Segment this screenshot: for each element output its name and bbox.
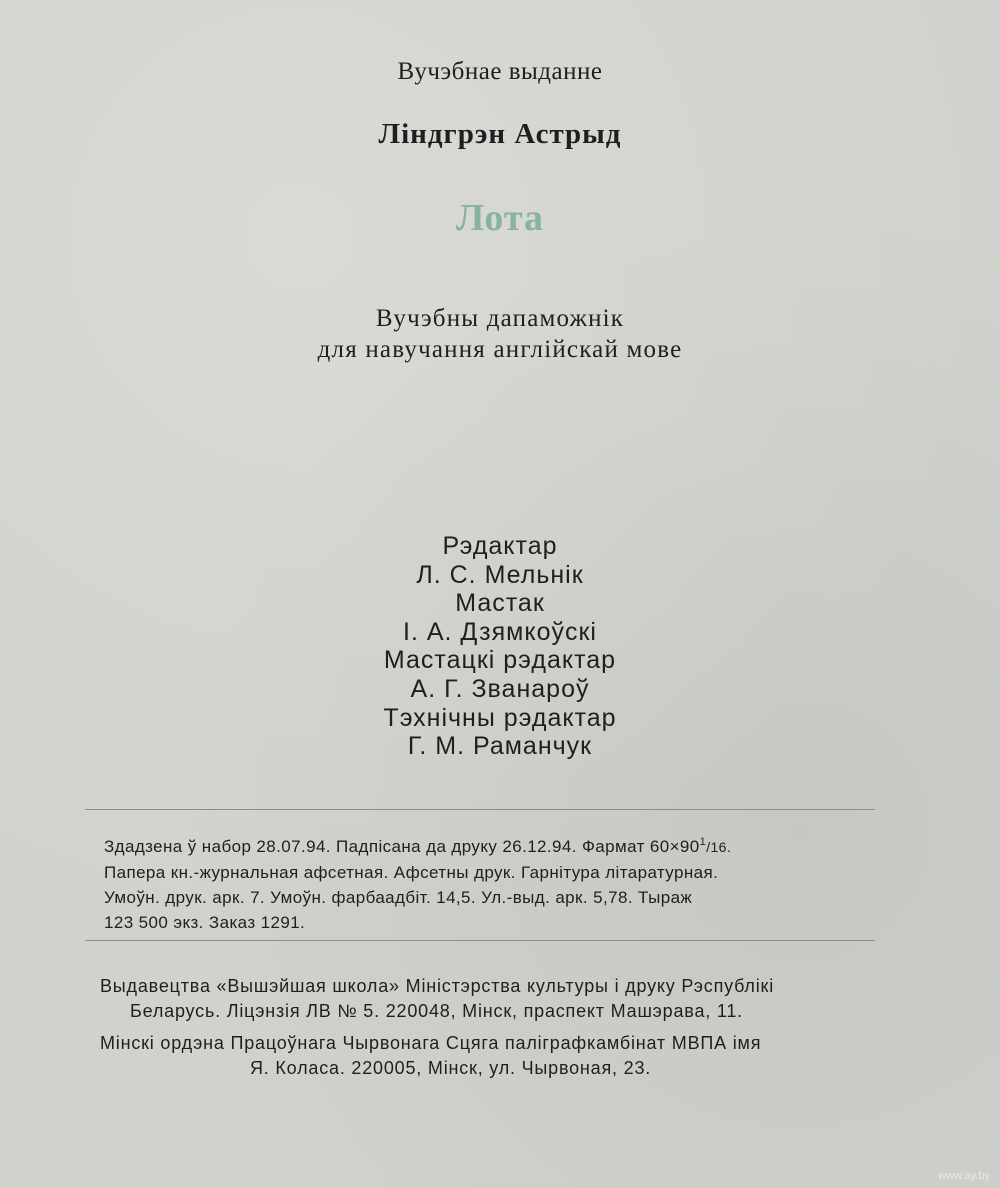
imprint-line-2: Папера кн.-журнальная афсетная. Афсетны друк. Гарнітура літаратурная.: [104, 863, 719, 882]
subtitle-line-1: Вучэбны дапаможнік: [375, 305, 625, 332]
publisher-line-1: Выдавецтва «Вышэйшая школа» Міністэрства культуры і друку Рэспублікі: [100, 976, 774, 996]
printer-line-2: Я. Коласа. 220005, Мінск, ул. Чырвоная, 23.: [250, 1057, 652, 1078]
credit-name-artist: І. А. Дзямкоўскі: [403, 617, 597, 646]
credits-block: [300, 532, 700, 761]
bottom-divider: [85, 940, 875, 941]
credit-role-technical-editor: Тэхнічны рэдактар: [383, 703, 617, 732]
imprint-line-3: Умоўн. друк. арк. 7. Умоўн. фарбаадбіт. 14,5. Ул.-выд. арк. 5,78. Тыраж: [104, 888, 693, 907]
printer-line-1: Мінскі ордэна Працоўнага Чырвонага Сцяга паліграфкамбінат МВПА імя: [100, 1033, 762, 1053]
imprint-line-1: [104, 830, 884, 860]
credit-name-art-editor: А. Г. Званароў: [410, 674, 590, 703]
credit-role-editor: Рэдактар: [442, 532, 558, 560]
author-name: Ліндгрэн Астрыд: [378, 118, 622, 150]
top-divider: [85, 809, 875, 810]
book-title: Лота: [456, 197, 544, 239]
imprint-dates-format: Здадзена ў набор 28.07.94. Падпісана да друку 26.12.94. Фармат 60×90: [104, 837, 700, 856]
printer-paragraph: [100, 1031, 900, 1080]
credit-name-technical-editor: Г. М. Раманчук: [407, 732, 593, 761]
credit-name-editor: Л. С. Мельнік: [416, 560, 584, 589]
imprint-line-4: 123 500 экз. Заказ 1291.: [104, 913, 306, 932]
format-fraction-numerator: 1: [699, 836, 707, 848]
credit-role-artist: Мастак: [455, 589, 545, 618]
site-watermark: www.ay.by: [938, 1170, 990, 1182]
publisher-info: [100, 974, 900, 1088]
publisher-paragraph: [100, 974, 900, 1023]
printing-details: [104, 830, 884, 935]
subtitle-line-2: для навучання англійскай мове: [317, 336, 683, 363]
publisher-line-2: Беларусь. Ліцэнзія ЛВ № 5. 220048, Мінск, праспект Машэрава, 11.: [130, 1000, 743, 1021]
format-fraction-denominator: /16.: [706, 839, 732, 855]
credit-role-art-editor: Мастацкі рэдактар: [383, 646, 617, 675]
edition-type: Вучэбнае выданне: [397, 58, 603, 85]
